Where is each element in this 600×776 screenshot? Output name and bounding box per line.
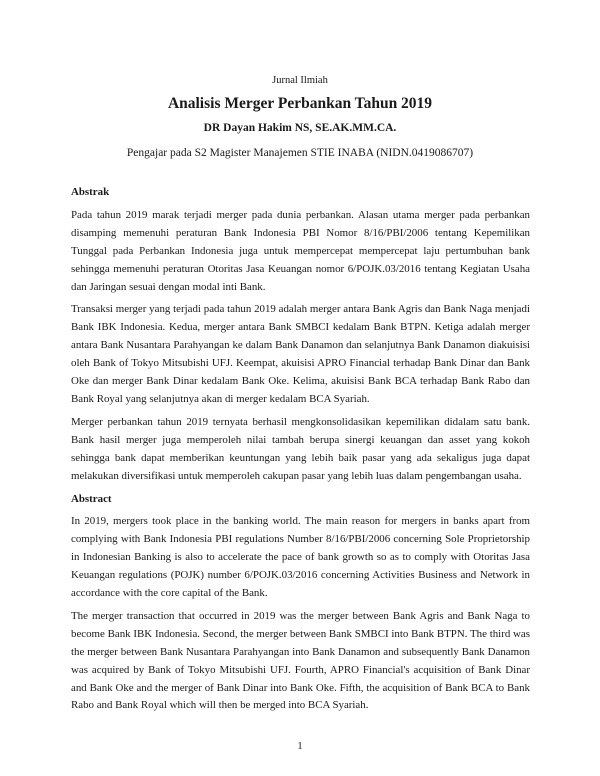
- paper-body: [71, 184, 530, 720]
- abstrak-paragraph: Merger perbankan tahun 2019 ternyata berhasil mengkonsolidasikan kepemilikan didalam satu bank. Bank hasil merger juga memperoleh nilai tambah berupa sinergi keuangan dan asset yang kokoh sehingga bank dapat memberikan keuntungan yang lebih baik pasar yang ada sekaligus juga dapat melakukan diversifikasi untuk memperoleh cakupan pasar yang lebih luas dalam pengembangan usaha.: [71, 415, 530, 482]
- paper-title: Analisis Merger Perbankan Tahun 2019: [167, 95, 433, 112]
- abstrak-heading: Abstrak: [71, 186, 110, 198]
- abstract-paragraph: In 2019, mergers took place in the banking world. The main reason for mergers in banks apart from complying with Bank Indonesia PBI regulations Number 8/16/PBI/2006 concerning Sole Proprietorship in Indonesian Banking is also to accelerate the pace of bank growth so as to comply with Otoritas Jasa Keuangan regulations (POJK) number 6/POJK.03/2016 concerning Activities Business and Network in accordance with the core capital of the Bank.: [71, 515, 530, 600]
- author-name: DR Dayan Hakim NS, SE.AK.MM.CA.: [203, 122, 397, 134]
- journal-label: Jurnal Ilmiah: [272, 75, 328, 86]
- abstract-paragraph: The merger transaction that occurred in 2019 was the merger between Bank Agris and Bank Naga to become Bank IBK Indonesia. Second, the merger between Bank SMBCI into Bank BTPN. The third was the merger between Bank Nusantara Parahyangan into Bank Danamon and subsequently Bank Danamon was acquired by Bank of Tokyo Mitsubishi UFJ. Fourth, APRO Financial's acquisition of Bank Dinar and Bank Oke and the merger of Bank Dinar into Bank Oke. Fifth, the acquisition of Bank BCA to Bank Rabo and Bank Royal which will then be merged into BCA Syariah.: [71, 609, 530, 712]
- page-number: 1: [297, 741, 303, 752]
- abstrak-paragraph: Pada tahun 2019 marak terjadi merger pada dunia perbankan. Alasan utama merger pada perbankan disamping memenuhi peraturan Bank Indonesia PBI Nomor 8/16/PBI/2006 tentang Kepemilikan Tunggal pada Perbankan Indonesia juga untuk mempercepat mempercepat laju pertumbuhan bank sehingga memenuhi peraturan Otoritas Jasa Keuangan nomor 6/POJK.03/2016 tentang Kegiatan Usaha dan Jaringan sesuai dengan modal inti Bank.: [71, 208, 530, 293]
- abstract-heading: Abstract: [71, 492, 112, 505]
- abstrak-paragraph: Transaksi merger yang terjadi pada tahun 2019 adalah merger antara Bank Agris dan Bank Naga menjadi Bank IBK Indonesia. Kedua, merger antara Bank SMBCI kedalam Bank BTPN. Ketiga adalah merger antara Bank Nusantara Parahyangan ke dalam Bank Danamon dan selanjutnya Bank Danamon diakuisisi oleh Bank of Tokyo Mitsubishi UFJ. Keempat, akuisisi APRO Financial terhadap Bank Dinar dan Bank Oke dan merger Bank Dinar kedalam Bank Oke. Kelima, akuisisi Bank BCA terhadap Bank Rabo dan Bank Royal yang selanjutnya akan di merger kedalam BCA Syariah.: [71, 303, 530, 405]
- author-affiliation: Pengajar pada S2 Magister Manajemen STIE INABA (NIDN.0419086707): [126, 147, 474, 159]
